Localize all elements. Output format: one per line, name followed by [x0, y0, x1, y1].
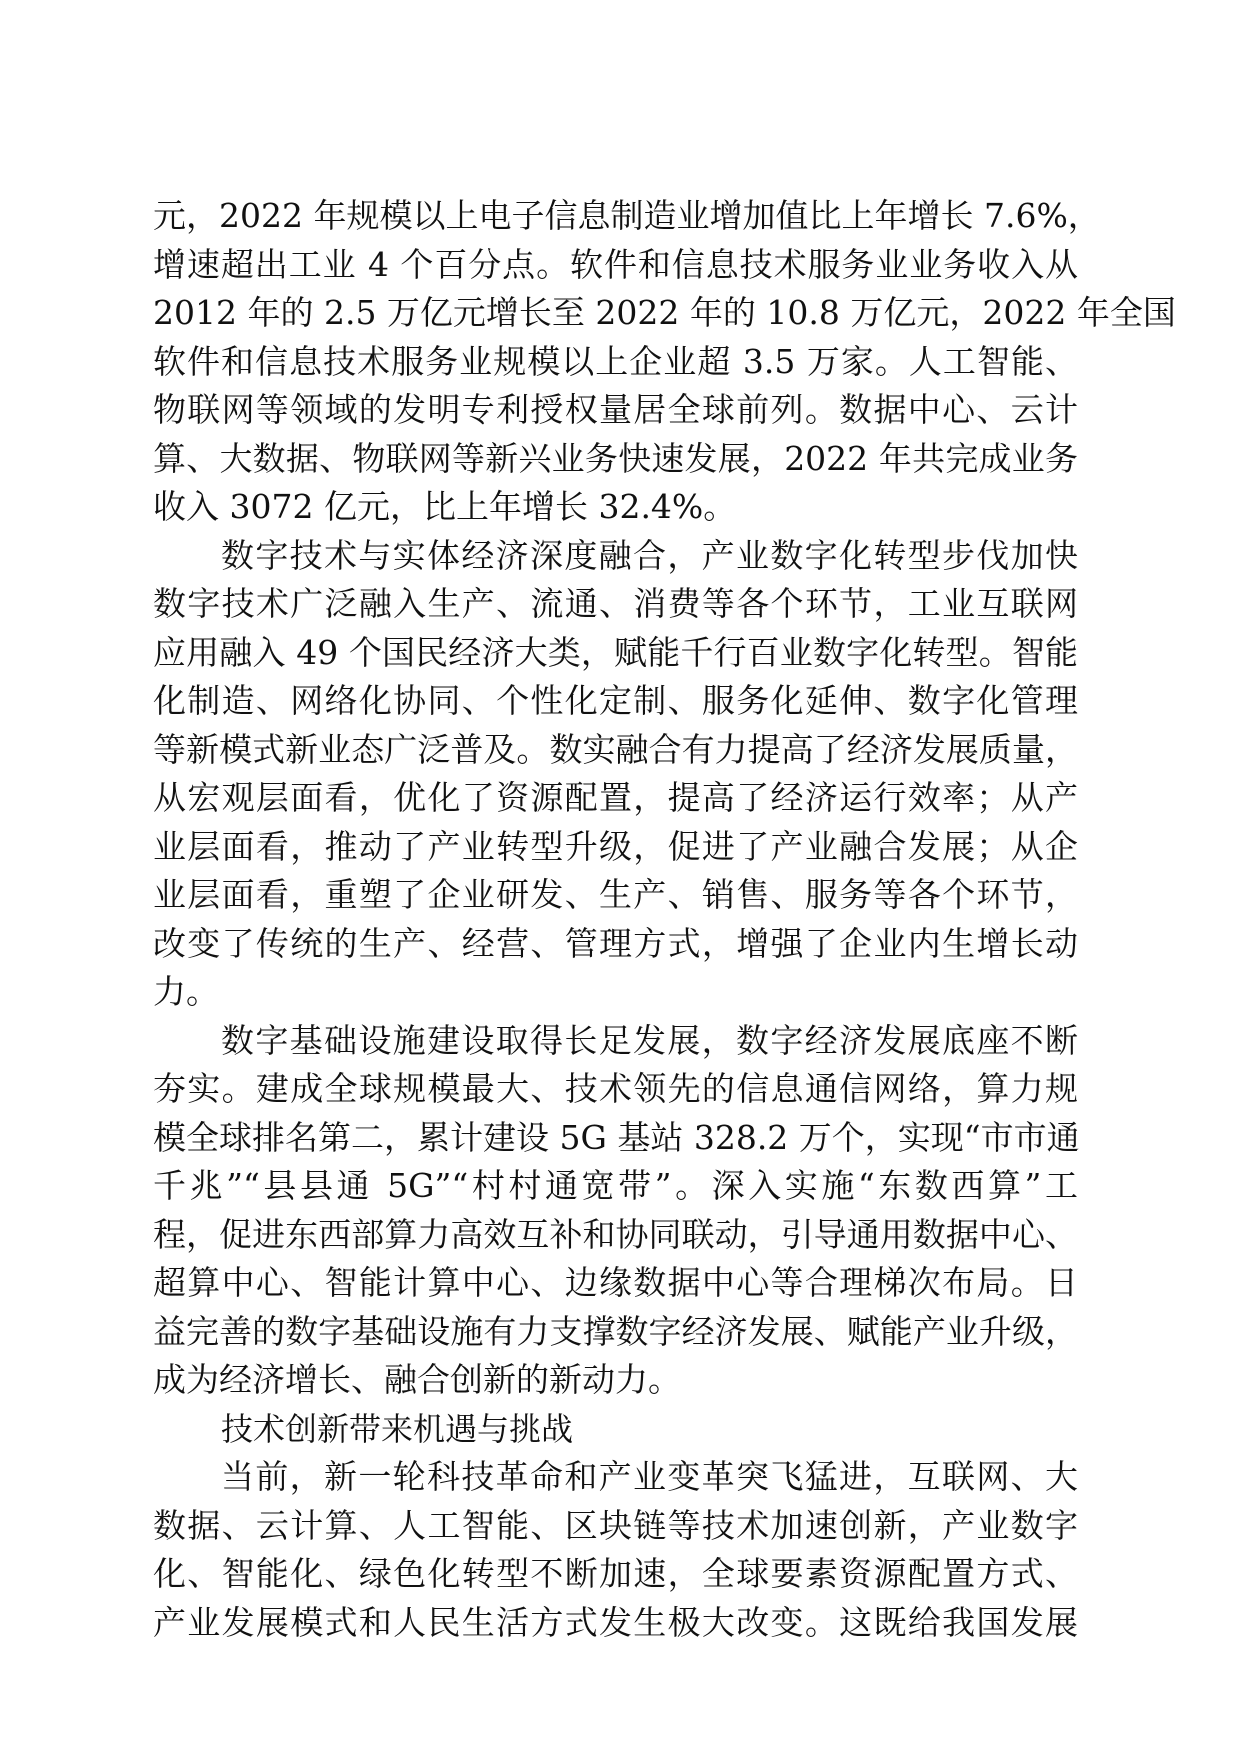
paragraph-digital-infrastructure [153, 1017, 1078, 1405]
section-heading: 技术创新带来机遇与挑战 [221, 1409, 574, 1448]
text-line: 产业发展模式和人民生活方式发生极大改变。这既给我国发展 [153, 1602, 1078, 1642]
text-line: 2012 年的 2.5 万亿元增长至 2022 年的 10.8 万亿元，2022 年全国 [153, 293, 1176, 332]
text-line: 化制造、网络化协同、个性化定制、服务化延伸、数字化管理 [153, 681, 1078, 720]
text-line: 当前，新一轮科技革命和产业变革突飞猛进，互联网、大 [221, 1457, 1078, 1496]
text-line: 算、大数据、物联网等新兴业务快速发展，2022 年共完成业务 [153, 438, 1078, 478]
text-line: 成为经济增长、融合创新的新动力。 [153, 1360, 681, 1399]
text-line: 力。 [153, 972, 219, 1011]
text-line: 程，促进东西部算力高效互补和协同联动，引导通用数据中心、 [153, 1214, 1078, 1254]
text-line: 数字技术广泛融入生产、流通、消费等各个环节，工业互联网 [153, 584, 1078, 623]
text-line: 超算中心、智能计算中心、边缘数据中心等合理梯次布局。日 [153, 1263, 1078, 1302]
text-line: 夯实。建成全球规模最大、技术领先的信息通信网络，算力规 [153, 1069, 1078, 1108]
text-line: 模全球排名第二，累计建设 5G 基站 328.2 万个，实现“市市通 [153, 1117, 1080, 1157]
text-line: 软件和信息技术服务业规模以上企业超 3.5 万家。人工智能、 [153, 341, 1078, 381]
text-line: 增速超出工业 4 个百分点。软件和信息技术服务业业务收入从 [153, 244, 1078, 284]
text-line: 数据、云计算、人工智能、区块链等技术加速创新，产业数字 [153, 1505, 1078, 1545]
text-line: 物联网等领域的发明专利授权量居全球前列。数据中心、云计 [153, 390, 1078, 429]
text-line: 从宏观层面看，优化了资源配置，提高了经济运行效率；从产 [153, 778, 1078, 817]
document-body [153, 192, 1176, 1647]
paragraph-electronics-industry [153, 192, 1176, 532]
text-line: 应用融入 49 个国民经济大类，赋能千行百业数字化转型。智能 [153, 632, 1078, 672]
text-line: 等新模式新业态广泛普及。数实融合有力提高了经济发展质量， [153, 729, 1078, 769]
text-line: 业层面看，重塑了企业研发、生产、销售、服务等各个环节， [153, 875, 1078, 914]
text-line: 改变了传统的生产、经营、管理方式，增强了企业内生增长动 [153, 923, 1078, 963]
text-line: 元，2022 年规模以上电子信息制造业增加值比上年增长 7.6%， [153, 196, 1101, 235]
text-line: 收入 3072 亿元，比上年增长 32.4%。 [153, 487, 737, 526]
text-line: 益完善的数字基础设施有力支撑数字经济发展、赋能产业升级， [153, 1311, 1078, 1351]
text-line: 千兆”“县县通 5G”“村村通宽带”。深入实施“东数西算”工 [153, 1166, 1078, 1205]
text-line: 业层面看，推动了产业转型升级，促进了产业融合发展；从企 [153, 826, 1078, 866]
paragraph-tech-innovation [153, 1453, 1078, 1647]
text-line: 化、智能化、绿色化转型不断加速，全球要素资源配置方式、 [153, 1554, 1078, 1593]
text-line: 数字技术与实体经济深度融合，产业数字化转型步伐加快 [221, 535, 1078, 575]
text-line: 数字基础设施建设取得长足发展，数字经济发展底座不断 [221, 1020, 1078, 1060]
paragraph-digital-real-economy [153, 532, 1078, 1017]
